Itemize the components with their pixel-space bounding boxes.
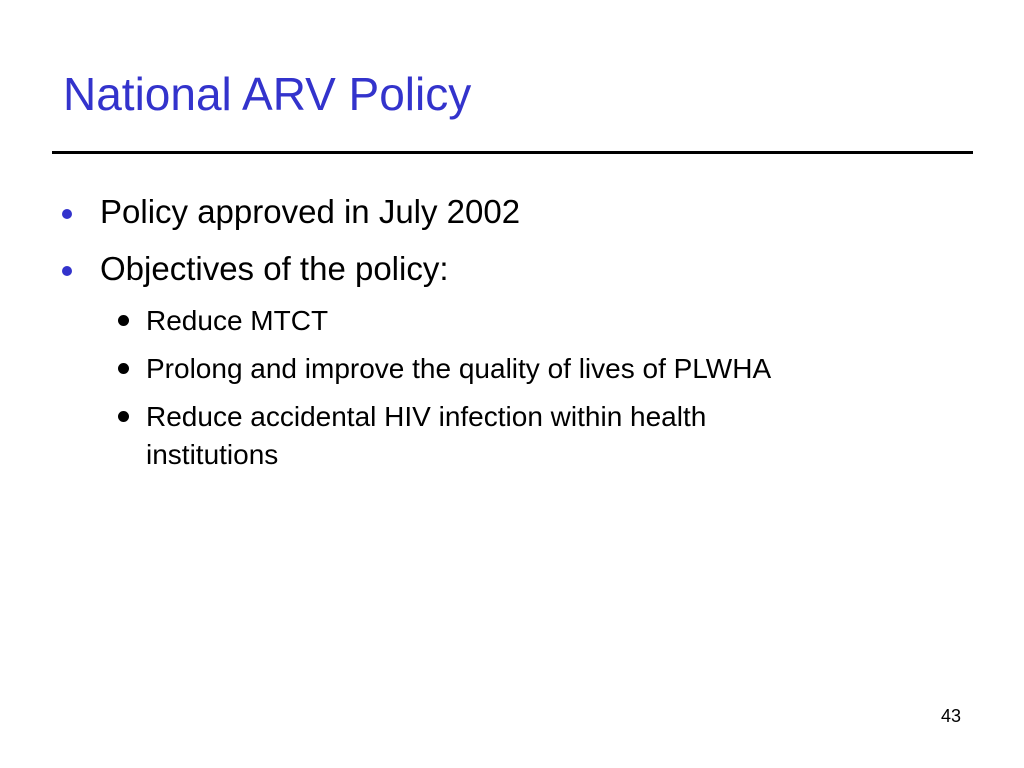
bullet-text: Objectives of the policy: [100,250,449,287]
sub-bullet-text: Reduce MTCT [146,305,329,336]
slide-title: National ARV Policy [63,68,472,120]
bullet-dot-icon [62,209,72,219]
sub-bullet-dot-icon [118,411,129,422]
sub-bullet-text: Reduce accidental HIV infection within health institutions [146,401,707,470]
page-number: 43 [940,706,961,726]
title-divider [52,151,973,154]
bullet-text: Policy approved in July 2002 [100,193,521,230]
sub-bullet-text: Prolong and improve the quality of lives of PLWHA [146,353,772,384]
sub-bullet-dot-icon [118,363,129,374]
sub-bullet-dot-icon [118,315,129,326]
bullet-dot-icon [62,266,72,276]
